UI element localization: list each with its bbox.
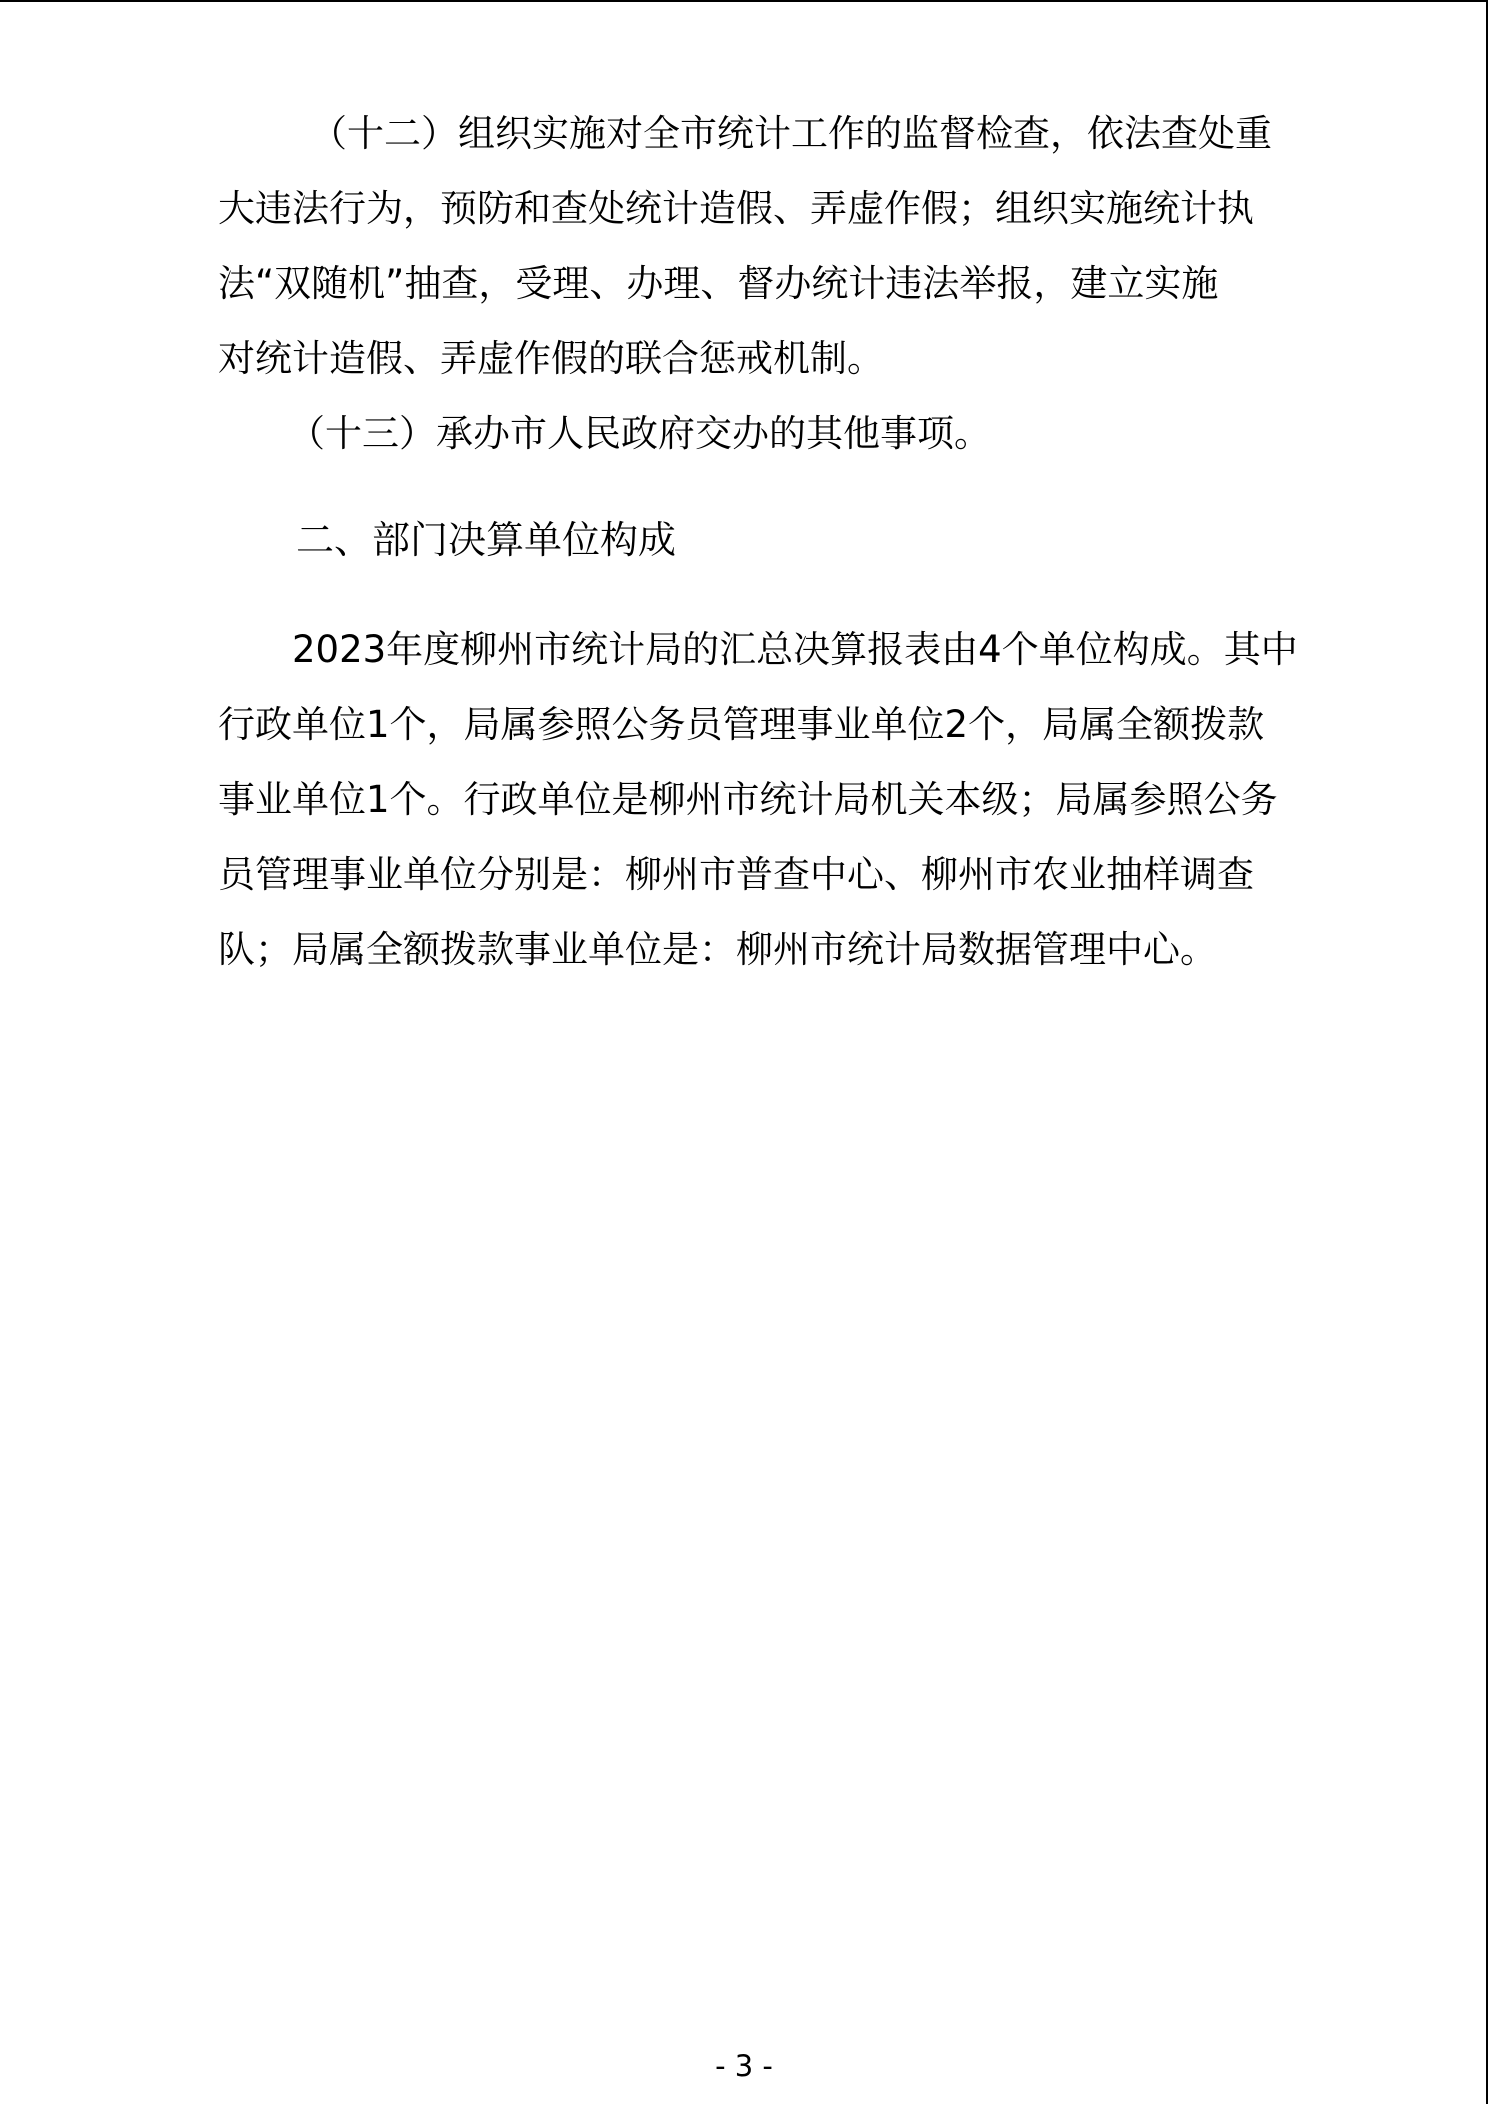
section-heading: 二、部门决算单位构成: [296, 518, 677, 562]
page-number: - 3 -: [715, 2049, 773, 2083]
paragraph-line: 员管理事业单位分别是：柳州市普查中心、柳州市农业抽样调查: [218, 853, 1254, 896]
paragraph-item-13: [218, 396, 1286, 471]
paragraph-line: 法“双随机”抽查，受理、办理、督办统计违法举报，建立实施: [218, 262, 1219, 305]
paragraph-line: （十二）组织实施对全市统计工作的监督检查，依法查处重: [310, 112, 1272, 155]
paragraph-line: 行政单位1个，局属参照公务员管理事业单位2个，局属全额拨款: [218, 703, 1265, 746]
paragraph-item-12: [218, 96, 1286, 396]
paragraph-unit-composition: [218, 612, 1298, 987]
page-content: [218, 96, 1298, 987]
paragraph-line: 对统计造假、弄虚作假的联合惩戒机制。: [218, 337, 884, 380]
paragraph-line: 大违法行为，预防和查处统计造假、弄虚作假；组织实施统计执: [218, 187, 1254, 230]
paragraph-line: 队；局属全额拨款事业单位是：柳州市统计局数据管理中心。: [218, 928, 1217, 971]
paragraph-line: 2023年度柳州市统计局的汇总决算报表由4个单位构成。其中: [292, 628, 1298, 671]
paragraph-line: 事业单位1个。行政单位是柳州市统计局机关本级；局属参照公务: [218, 778, 1278, 821]
paragraph-line: （十三）承办市人民政府交办的其他事项。: [288, 412, 991, 455]
